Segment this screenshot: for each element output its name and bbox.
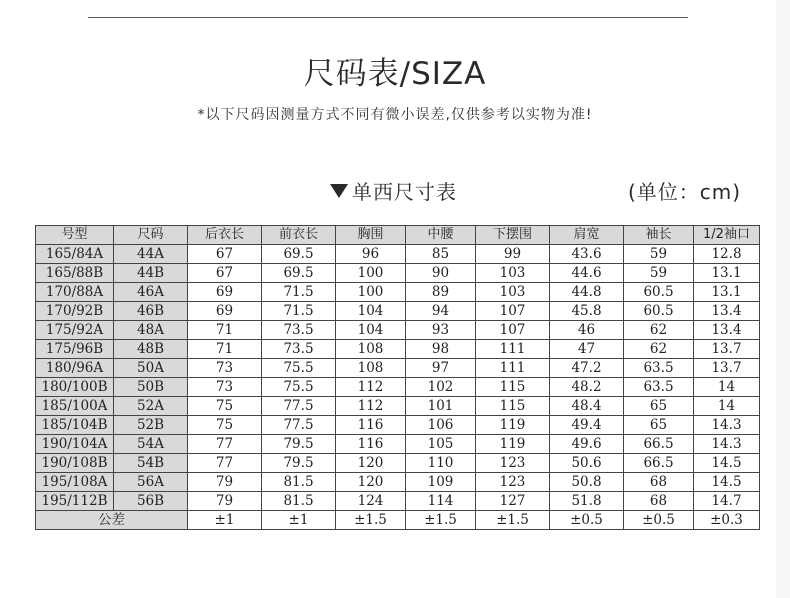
section-title — [330, 176, 457, 205]
table-cell: 116 — [336, 416, 406, 435]
table-cell: 190/108B — [36, 454, 114, 473]
table-cell: 96 — [336, 245, 406, 264]
table-header-row — [36, 226, 760, 245]
table-cell: 115 — [476, 397, 550, 416]
table-cell: 111 — [476, 340, 550, 359]
table-cell: 124 — [336, 492, 406, 511]
table-cell: 104 — [336, 302, 406, 321]
table-cell: 112 — [336, 397, 406, 416]
table-cell: 79.5 — [262, 435, 336, 454]
table-cell: 79 — [188, 473, 262, 492]
table-cell: 52A — [114, 397, 188, 416]
size-table — [35, 225, 760, 530]
table-cell: 48.4 — [550, 397, 624, 416]
table-cell: 69 — [188, 283, 262, 302]
table-cell: 94 — [406, 302, 476, 321]
table-cell: 67 — [188, 245, 262, 264]
table-cell: 106 — [406, 416, 476, 435]
table-cell: 98 — [406, 340, 476, 359]
table-cell: 59 — [624, 264, 694, 283]
table-cell: 62 — [624, 340, 694, 359]
table-cell: 195/108A — [36, 473, 114, 492]
table-cell: 50.8 — [550, 473, 624, 492]
table-cell: 13.7 — [694, 359, 760, 378]
table-cell: 71.5 — [262, 283, 336, 302]
table-cell: 97 — [406, 359, 476, 378]
table-cell: 73.5 — [262, 321, 336, 340]
table-cell: 66.5 — [624, 454, 694, 473]
table-cell: 60.5 — [624, 283, 694, 302]
tolerance-cell: ±0.5 — [550, 511, 624, 530]
table-cell: 71.5 — [262, 302, 336, 321]
table-cell: 50.6 — [550, 454, 624, 473]
table-cell: 71 — [188, 321, 262, 340]
unit-label: (单位：cm) — [628, 180, 742, 204]
column-header: 胸围 — [336, 226, 406, 245]
table-row — [36, 397, 760, 416]
table-cell: 68 — [624, 492, 694, 511]
table-cell: 120 — [336, 454, 406, 473]
table-cell: 73 — [188, 378, 262, 397]
tolerance-cell: ±0.5 — [624, 511, 694, 530]
column-header: 前衣长 — [262, 226, 336, 245]
table-cell: 119 — [476, 416, 550, 435]
column-header: 袖长 — [624, 226, 694, 245]
column-header: 1/2袖口 — [694, 226, 760, 245]
table-cell: 43.6 — [550, 245, 624, 264]
table-cell: 48A — [114, 321, 188, 340]
table-cell: 54A — [114, 435, 188, 454]
table-row — [36, 302, 760, 321]
table-cell: 100 — [336, 283, 406, 302]
table-cell: 123 — [476, 454, 550, 473]
table-cell: 77 — [188, 435, 262, 454]
table-cell: 170/92B — [36, 302, 114, 321]
table-row — [36, 473, 760, 492]
table-cell: 77.5 — [262, 397, 336, 416]
table-cell: 13.1 — [694, 283, 760, 302]
table-cell: 48.2 — [550, 378, 624, 397]
table-cell: 12.8 — [694, 245, 760, 264]
table-cell: 180/100B — [36, 378, 114, 397]
tolerance-cell: ±1.5 — [406, 511, 476, 530]
top-divider — [88, 17, 688, 18]
table-cell: 108 — [336, 359, 406, 378]
table-cell: 77.5 — [262, 416, 336, 435]
table-cell: 56B — [114, 492, 188, 511]
table-cell: 185/104B — [36, 416, 114, 435]
table-cell: 65 — [624, 397, 694, 416]
section-title-text: 单西尺寸表 — [352, 180, 457, 204]
table-cell: 47.2 — [550, 359, 624, 378]
table-cell: 63.5 — [624, 359, 694, 378]
table-row — [36, 264, 760, 283]
table-cell: 54B — [114, 454, 188, 473]
table-cell: 56A — [114, 473, 188, 492]
table-cell: 101 — [406, 397, 476, 416]
table-cell: 14.3 — [694, 416, 760, 435]
table-cell: 180/96A — [36, 359, 114, 378]
table-cell: 48B — [114, 340, 188, 359]
table-row — [36, 359, 760, 378]
table-cell: 45.8 — [550, 302, 624, 321]
table-cell: 110 — [406, 454, 476, 473]
table-cell: 71 — [188, 340, 262, 359]
table-cell: 49.6 — [550, 435, 624, 454]
table-cell: 46B — [114, 302, 188, 321]
table-cell: 46A — [114, 283, 188, 302]
table-cell: 127 — [476, 492, 550, 511]
table-row — [36, 245, 760, 264]
table-row — [36, 454, 760, 473]
table-cell: 100 — [336, 264, 406, 283]
table-cell: 103 — [476, 283, 550, 302]
tolerance-cell: ±1.5 — [336, 511, 406, 530]
table-cell: 14.7 — [694, 492, 760, 511]
table-cell: 111 — [476, 359, 550, 378]
tolerance-cell: ±0.3 — [694, 511, 760, 530]
table-cell: 90 — [406, 264, 476, 283]
column-header: 中腰 — [406, 226, 476, 245]
table-cell: 109 — [406, 473, 476, 492]
tolerance-label: 公差 — [36, 511, 188, 530]
table-cell: 73.5 — [262, 340, 336, 359]
tolerance-cell: ±1.5 — [476, 511, 550, 530]
column-header: 尺码 — [114, 226, 188, 245]
table-cell: 175/96B — [36, 340, 114, 359]
table-cell: 107 — [476, 321, 550, 340]
column-header: 后衣长 — [188, 226, 262, 245]
table-cell: 14.5 — [694, 473, 760, 492]
table-cell: 65 — [624, 416, 694, 435]
table-cell: 99 — [476, 245, 550, 264]
table-cell: 120 — [336, 473, 406, 492]
table-cell: 13.4 — [694, 321, 760, 340]
table-cell: 103 — [476, 264, 550, 283]
table-cell: 195/112B — [36, 492, 114, 511]
table-cell: 44.6 — [550, 264, 624, 283]
table-cell: 105 — [406, 435, 476, 454]
table-cell: 51.8 — [550, 492, 624, 511]
table-cell: 13.4 — [694, 302, 760, 321]
table-cell: 14.3 — [694, 435, 760, 454]
table-cell: 79.5 — [262, 454, 336, 473]
table-cell: 115 — [476, 378, 550, 397]
table-cell: 14 — [694, 378, 760, 397]
table-cell: 108 — [336, 340, 406, 359]
table-cell: 13.7 — [694, 340, 760, 359]
table-cell: 66.5 — [624, 435, 694, 454]
table-cell: 75 — [188, 416, 262, 435]
table-cell: 14 — [694, 397, 760, 416]
table-row — [36, 340, 760, 359]
table-cell: 68 — [624, 473, 694, 492]
table-cell: 69.5 — [262, 245, 336, 264]
table-cell: 102 — [406, 378, 476, 397]
table-cell: 69.5 — [262, 264, 336, 283]
table-cell: 119 — [476, 435, 550, 454]
table-cell: 114 — [406, 492, 476, 511]
table-row — [36, 435, 760, 454]
table-cell: 185/100A — [36, 397, 114, 416]
table-cell: 47 — [550, 340, 624, 359]
column-header: 下摆围 — [476, 226, 550, 245]
table-cell: 60.5 — [624, 302, 694, 321]
table-cell: 165/84A — [36, 245, 114, 264]
table-cell: 50B — [114, 378, 188, 397]
table-cell: 190/104A — [36, 435, 114, 454]
table-cell: 81.5 — [262, 492, 336, 511]
table-cell: 49.4 — [550, 416, 624, 435]
table-cell: 63.5 — [624, 378, 694, 397]
triangle-down-icon — [330, 184, 348, 198]
table-cell: 50A — [114, 359, 188, 378]
tolerance-cell: ±1 — [262, 511, 336, 530]
table-cell: 116 — [336, 435, 406, 454]
table-cell: 170/88A — [36, 283, 114, 302]
table-cell: 44A — [114, 245, 188, 264]
table-row — [36, 416, 760, 435]
table-cell: 93 — [406, 321, 476, 340]
table-cell: 67 — [188, 264, 262, 283]
table-cell: 89 — [406, 283, 476, 302]
table-cell: 52B — [114, 416, 188, 435]
table-cell: 46 — [550, 321, 624, 340]
table-cell: 75.5 — [262, 359, 336, 378]
table-row — [36, 378, 760, 397]
table-cell: 14.5 — [694, 454, 760, 473]
table-cell: 59 — [624, 245, 694, 264]
table-cell: 75 — [188, 397, 262, 416]
table-cell: 62 — [624, 321, 694, 340]
column-header: 号型 — [36, 226, 114, 245]
table-cell: 175/92A — [36, 321, 114, 340]
table-cell: 77 — [188, 454, 262, 473]
table-row — [36, 283, 760, 302]
tolerance-cell: ±1 — [188, 511, 262, 530]
table-body — [36, 245, 760, 530]
table-row — [36, 492, 760, 511]
table-cell: 13.1 — [694, 264, 760, 283]
table-cell: 81.5 — [262, 473, 336, 492]
table-row — [36, 321, 760, 340]
measurement-note: *以下尺码因测量方式不同有微小误差,仅供参考以实物为准! — [197, 107, 593, 123]
table-cell: 79 — [188, 492, 262, 511]
table-cell: 85 — [406, 245, 476, 264]
table-cell: 44B — [114, 264, 188, 283]
table-cell: 104 — [336, 321, 406, 340]
table-cell: 44.8 — [550, 283, 624, 302]
page-title: 尺码表/SIZA — [303, 56, 487, 92]
table-cell: 73 — [188, 359, 262, 378]
table-cell: 69 — [188, 302, 262, 321]
column-header: 肩宽 — [550, 226, 624, 245]
tolerance-row — [36, 511, 760, 530]
table-cell: 123 — [476, 473, 550, 492]
table-cell: 75.5 — [262, 378, 336, 397]
table-cell: 107 — [476, 302, 550, 321]
table-cell: 165/88B — [36, 264, 114, 283]
table-cell: 112 — [336, 378, 406, 397]
